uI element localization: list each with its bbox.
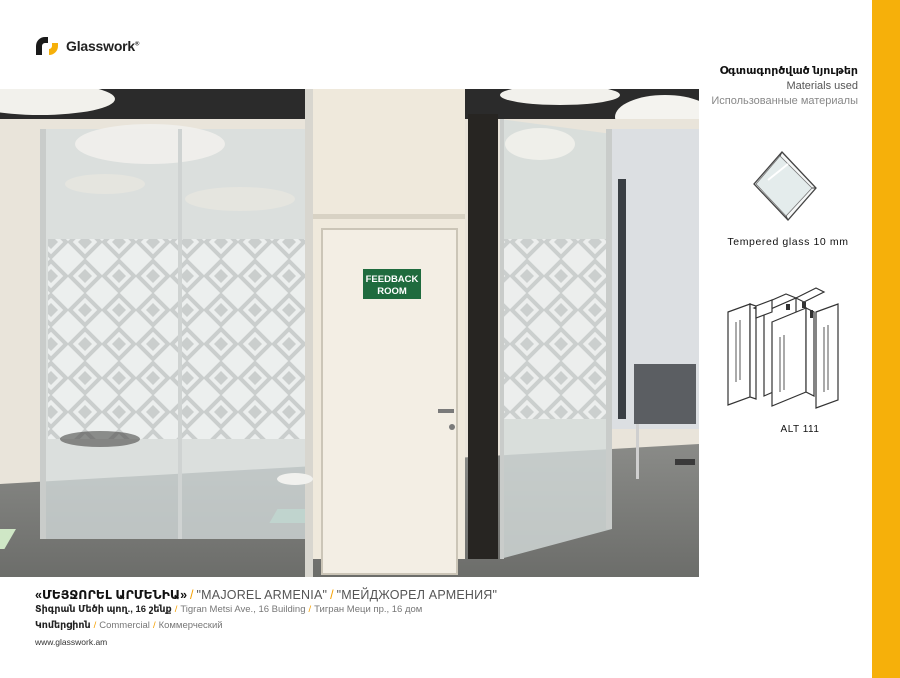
accent-stripe	[872, 0, 900, 678]
glass-sheet-icon	[752, 150, 818, 222]
project-category: Կոմերցիոն / Commercial / Коммерческий	[35, 620, 223, 631]
project-title-ru: "МЕЙДЖОРЕЛ АРМЕНИЯ"	[336, 588, 498, 602]
glasswork-logo-icon	[36, 37, 62, 55]
material-label-glass: Tempered glass 10 mm	[727, 236, 849, 248]
material-label-profile: ALT 111	[780, 424, 820, 435]
materials-heading-en: Materials used	[786, 80, 858, 92]
aluminium-profile-icon	[726, 282, 841, 422]
address-hy: Տիգրան Մեծի պող., 16 շենք	[35, 604, 172, 615]
address-ru: Тигран Меци пр., 16 дом	[314, 604, 423, 615]
materials-heading-ru: Использованные материалы	[711, 95, 858, 107]
brand-name: Glasswork®	[66, 38, 140, 54]
website-link[interactable]: www.glasswork.am	[35, 637, 108, 647]
category-ru: Коммерческий	[158, 620, 223, 631]
sign-line-2: ROOM	[377, 286, 407, 297]
address-en: Tigran Metsi Ave., 16 Building	[180, 604, 306, 615]
sign-line-1: FEEDBACK	[365, 274, 419, 285]
category-en: Commercial	[99, 620, 150, 631]
project-title-hy: «ՄԵՅՋՈՐԵԼ ԱՐՄԵՆԻԱ»	[35, 588, 188, 602]
project-address: Տիգրան Մեծի պող., 16 շենք / Tigran Metsi Ave., 16 Building / Тигран Меци пр., 16 дом	[35, 604, 423, 615]
project-title: «ՄԵՅՋՈՐԵԼ ԱՐՄԵՆԻԱ» / "MAJOREL ARMENIA" / "МЕЙДЖОРЕЛ АРМЕНИЯ"	[35, 588, 498, 602]
brand-logo	[36, 37, 139, 55]
category-hy: Կոմերցիոն	[35, 620, 91, 631]
materials-heading-hy: Օգտագործված նյութեր	[719, 65, 858, 77]
project-title-en: "MAJOREL ARMENIA"	[196, 588, 328, 602]
project-photo	[0, 89, 699, 577]
materials-heading	[711, 64, 858, 109]
